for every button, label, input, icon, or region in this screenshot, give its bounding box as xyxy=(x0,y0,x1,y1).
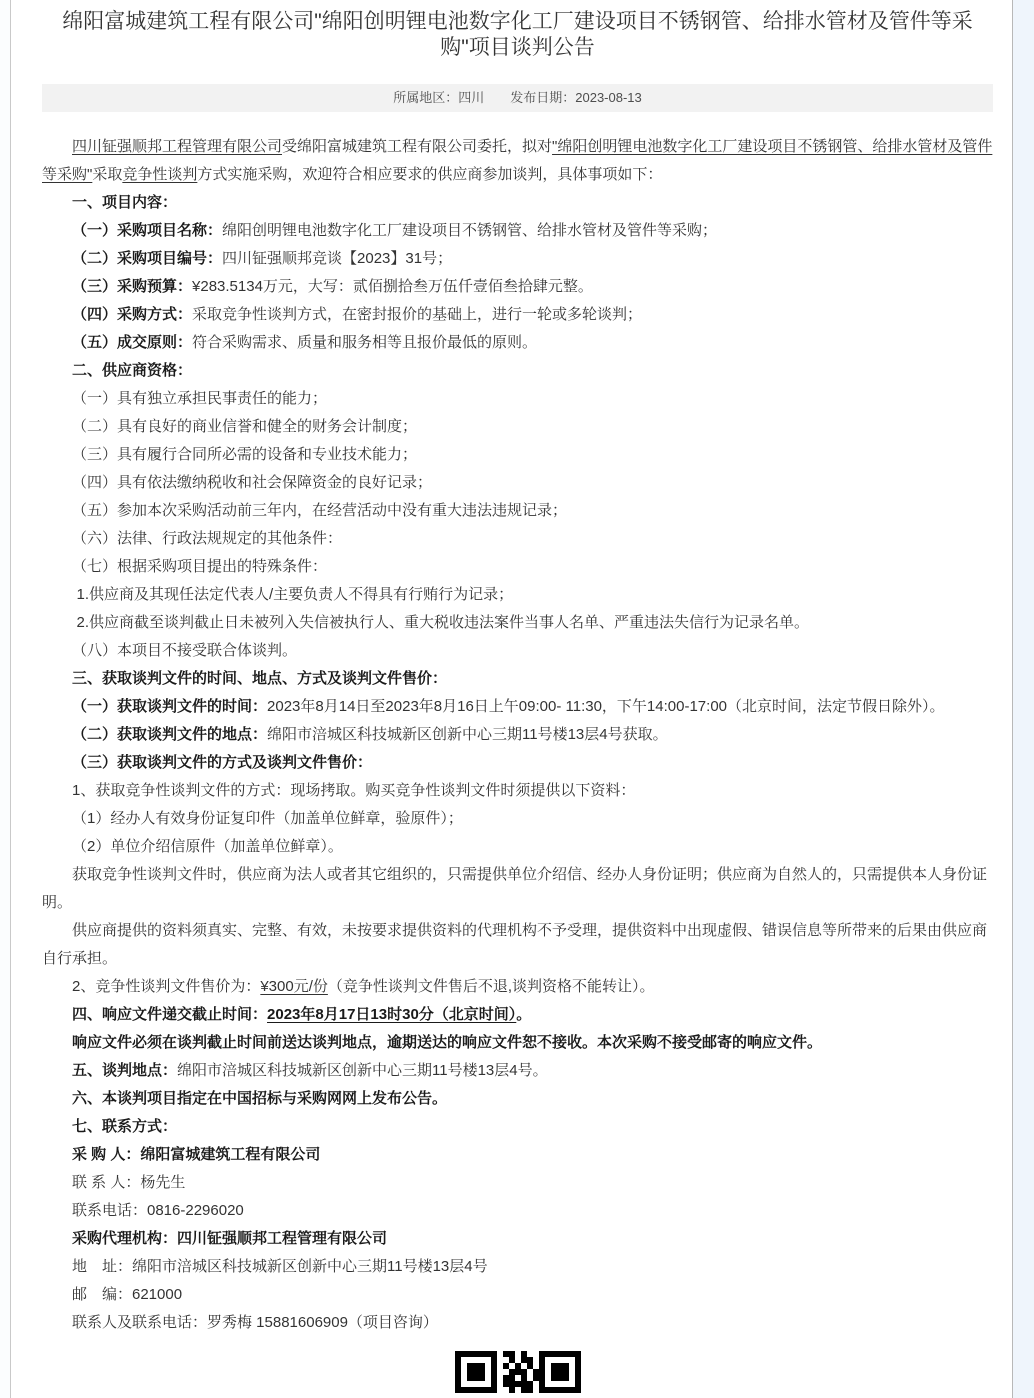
qualification-item xyxy=(42,469,993,497)
item-budget xyxy=(42,273,993,301)
note-paragraph xyxy=(42,861,993,917)
text-segment: （五）参加本次采购活动前三年内，在经营活动中没有重大违法违规记录； xyxy=(72,502,568,519)
text-segment: （三）获取谈判文件的方式及谈判文件售价： xyxy=(72,754,373,771)
text-segment: （四）采购方式： xyxy=(72,306,193,323)
item-project-number xyxy=(42,245,993,273)
qualification-item xyxy=(42,525,993,553)
text-segment: 供应商提供的资料须真实、完整、有效，未按要求提供资料的代理机构不予受理，提供资料中出现虚假、错误信息等所带来的后果由供应商自行承担。 xyxy=(42,922,988,967)
qr-wrap xyxy=(42,1343,993,1398)
text-segment: 2、竞争性谈判文件售价为： xyxy=(72,978,261,995)
text-segment: （一）获取谈判文件的时间： xyxy=(72,698,268,715)
text-segment: （二）具有良好的商业信誉和健全的财务会计制度； xyxy=(72,418,418,435)
deadline-note xyxy=(42,1029,993,1057)
document-sheet xyxy=(10,0,1013,1398)
special-condition-item xyxy=(42,581,993,609)
text-segment: （二）采购项目编号： xyxy=(72,250,223,267)
text-segment: （七）根据采购项目提出的特殊条件： xyxy=(72,558,328,575)
agency-zipcode xyxy=(42,1281,993,1309)
agency-contact xyxy=(42,1309,993,1337)
text-segment: 联系电话：0816-2296020 xyxy=(72,1202,244,1219)
agency-address xyxy=(42,1253,993,1281)
section-3-heading xyxy=(42,665,993,693)
text-segment: 响应文件必须在谈判截止时间前送达谈判地点，逾期送达的响应文件恕不接收。本次采购不接受邮寄的响应文件。 xyxy=(72,1034,823,1051)
text-segment: 受绵阳富城建筑工程有限公司委托，拟对 xyxy=(282,138,553,155)
required-material-item xyxy=(42,805,993,833)
contact-phone xyxy=(42,1197,993,1225)
text-segment: 七、联系方式： xyxy=(72,1118,178,1135)
text-segment: 四川钲强顺邦竞谈【2023】31号； xyxy=(222,250,453,267)
text-segment: "绵阳创明锂电池数字化工厂建设项目不锈钢管、给排水管材及管件等采购" xyxy=(42,138,993,183)
section-4-heading xyxy=(42,1001,993,1029)
text-segment: ¥300元/份 xyxy=(260,978,328,995)
text-segment: （1）经办人有效身份证复印件（加盖单位鲜章，验原件）； xyxy=(72,810,463,827)
section-1-heading xyxy=(42,189,993,217)
text-segment: 竞争性谈判 xyxy=(122,166,198,183)
item-document-price-heading xyxy=(42,749,993,777)
text-segment: （六）法律、行政法规规定的其他条件： xyxy=(72,530,343,547)
document-method-item xyxy=(42,777,993,805)
page-title: 绵阳富城建筑工程有限公司"绵阳创明锂电池数字化工厂建设项目不锈钢管、给排水管材及管件等采购"项目谈判公告 xyxy=(62,10,973,59)
special-condition-item xyxy=(42,609,993,637)
text-segment: （八）本项目不接受联合体谈判。 xyxy=(72,642,298,659)
text-segment: 联系人及联系电话：罗秀梅 15881606909（项目咨询） xyxy=(72,1314,438,1331)
text-segment: 绵阳市涪城区科技城新区创新中心三期11号楼13层4号获取。 xyxy=(267,726,668,743)
qualification-item xyxy=(42,497,993,525)
text-segment: 四川钲强顺邦工程管理有限公司 xyxy=(72,138,283,155)
section-6-heading xyxy=(42,1085,993,1113)
text-segment: （二）获取谈判文件的地点： xyxy=(72,726,268,743)
note-paragraph xyxy=(42,917,993,973)
item-method xyxy=(42,301,993,329)
text-segment: （五）成交原则： xyxy=(72,334,193,351)
text-segment: （四）具有依法缴纳税收和社会保障资金的良好记录； xyxy=(72,474,433,491)
qr-box xyxy=(444,1343,592,1398)
text-segment: 符合采购需求、质量和服务相等且报价最低的原则。 xyxy=(192,334,538,351)
intro-paragraph xyxy=(42,133,993,189)
qualification-item xyxy=(42,441,993,469)
required-material-item xyxy=(42,833,993,861)
text-segment: （一）采购项目名称： xyxy=(72,222,223,239)
section-7-heading xyxy=(42,1113,993,1141)
text-segment: 六、本谈判项目指定在中国招标与采购网网上发布公告。 xyxy=(72,1090,448,1107)
text-segment: 绵阳市涪城区科技城新区创新中心三期11号楼13层4号。 xyxy=(177,1062,548,1079)
text-segment: 采 购 人：绵阳富城建筑工程有限公司 xyxy=(72,1146,321,1163)
text-segment: 获取竞争性谈判文件时，供应商为法人或者其它组织的，只需提供单位介绍信、经办人身份证明；供应商为自然人的，只需提供本人身份证明。 xyxy=(42,866,988,911)
item-document-time xyxy=(42,693,993,721)
text-segment: ¥283.5134万元，大写：贰佰捌拾叁万伍仟壹佰叁拾肆元整。 xyxy=(192,278,593,295)
text-segment: 。 xyxy=(516,1006,532,1023)
contact-person xyxy=(42,1169,993,1197)
section-2-heading xyxy=(42,357,993,385)
text-segment: 二、供应商资格： xyxy=(72,362,193,379)
text-segment: （三）具有履行合同所必需的设备和专业技术能力； xyxy=(72,446,418,463)
contact-purchaser xyxy=(42,1141,993,1169)
text-segment: 一、项目内容： xyxy=(72,194,178,211)
text-segment: 方式实施采购，欢迎符合相应要求的供应商参加谈判，具体事项如下： xyxy=(197,166,663,183)
qualification-item xyxy=(42,637,993,665)
text-segment: 五、谈判地点： xyxy=(72,1062,178,1079)
item-project-name xyxy=(42,217,993,245)
text-segment: （一）具有独立承担民事责任的能力； xyxy=(72,390,328,407)
qualification-item xyxy=(42,553,993,581)
text-segment: （三）采购预算： xyxy=(72,278,193,295)
meta-publish-date: 发布日期：2023-08-13 xyxy=(510,90,642,105)
text-segment: 联 系 人：杨先生 xyxy=(72,1174,186,1191)
meta-bar xyxy=(42,84,993,112)
text-segment: 2023年8月17日13时30分（北京时间） xyxy=(267,1006,517,1023)
section-5-heading xyxy=(42,1057,993,1085)
item-award-principle xyxy=(42,329,993,357)
text-segment: 1.供应商及其现任法定代表人/主要负责人不得具有行贿行为记录； xyxy=(76,586,514,603)
meta-region: 所属地区：四川 xyxy=(393,90,485,105)
text-segment: 地 址：绵阳市涪城区科技城新区创新中心三期11号楼13层4号 xyxy=(72,1258,488,1275)
qualification-item xyxy=(42,413,993,441)
text-segment: 邮 编：621000 xyxy=(72,1286,183,1303)
text-segment: 采取竞争性谈判方式，在密封报价的基础上，进行一轮或多轮谈判； xyxy=(192,306,643,323)
text-segment: 四、响应文件递交截止时间： xyxy=(72,1006,268,1023)
qr-code-icon xyxy=(455,1351,581,1398)
text-segment: （竞争性谈判文件售后不退,谈判资格不能转让）。 xyxy=(327,978,655,995)
text-segment: 2023年8月14日至2023年8月16日上午09:00- 11:30，下午14:00-17:00（北京时间，法定节假日除外）。 xyxy=(267,698,945,715)
document-price-item xyxy=(42,973,993,1001)
document-body xyxy=(42,133,993,1337)
text-segment: 采购代理机构：四川钲强顺邦工程管理有限公司 xyxy=(72,1230,388,1247)
contact-agency xyxy=(42,1225,993,1253)
text-segment: 1、获取竞争性谈判文件的方式：现场拷取。购买竞争性谈判文件时须提供以下资料： xyxy=(72,782,636,799)
text-segment: （2）单位介绍信原件（加盖单位鲜章）。 xyxy=(72,838,343,855)
text-segment: 绵阳创明锂电池数字化工厂建设项目不锈钢管、给排水管材及管件等采购； xyxy=(222,222,718,239)
text-segment: 三、获取谈判文件的时间、地点、方式及谈判文件售价： xyxy=(72,670,448,687)
text-segment: 2.供应商截至谈判截止日未被列入失信被执行人、重大税收违法案件当事人名单、严重违法失信行为记录名单。 xyxy=(76,614,810,631)
item-document-place xyxy=(42,721,993,749)
qualification-item xyxy=(42,385,993,413)
text-segment: 采取 xyxy=(92,166,123,183)
